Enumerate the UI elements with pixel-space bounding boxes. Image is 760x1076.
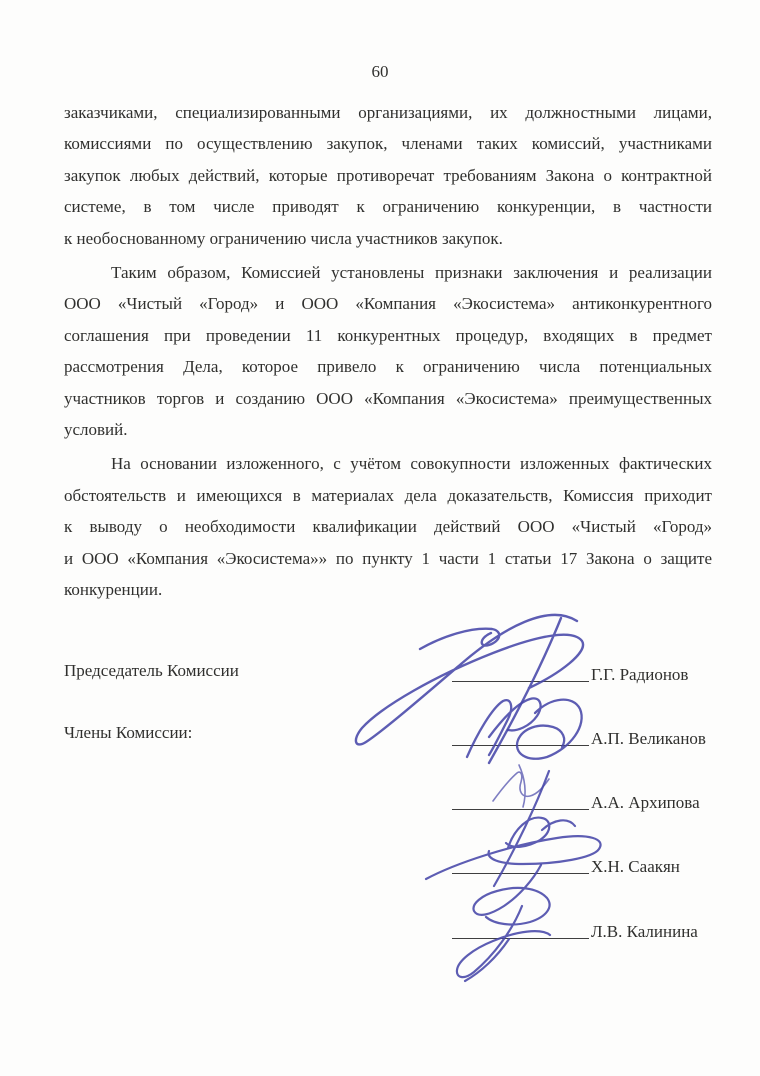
signature-line <box>452 745 589 746</box>
text-line: соглашения при проведении 11 конкурентных процедур, входящих в предмет <box>64 325 712 345</box>
text-line: условий. <box>64 420 128 440</box>
signatory-name: Л.В. Калинина <box>591 922 698 941</box>
signatory-name: Х.Н. Саакян <box>591 857 680 876</box>
text-line: и ООО «Компания «Экосистема»» по пункту 1 части 1 статьи 17 Закона о защите <box>64 548 712 568</box>
signature-row-arkhipova <box>452 791 700 813</box>
text-line: закупок любых действий, которые противоречат требованиям Закона о контрактной <box>64 165 712 185</box>
paragraph-2 <box>64 257 712 445</box>
chairman-label: Председатель Комиссии <box>64 661 239 680</box>
text-line: рассмотрения Дела, которое привело к ограничению числа потенциальных <box>64 357 712 377</box>
paragraph-3 <box>64 448 712 605</box>
text-line: ООО «Чистый «Город» и ООО «Компания «Экосистема» антиконкурентного <box>64 294 712 314</box>
text-line: конкуренции. <box>64 580 163 600</box>
text-line: комиссиями по осуществлению закупок, членами таких комиссий, участниками <box>64 134 712 154</box>
text-line: участников торгов и созданию ООО «Компания «Экосистема» преимущественных <box>64 388 712 408</box>
text-line: заказчиками, специализированными организациями, их должностными лицами, <box>64 103 712 122</box>
text-line: к выводу о необходимости квалификации действий ООО «Чистый «Город» <box>64 517 712 537</box>
signatory-name: Г.Г. Радионов <box>591 665 689 684</box>
signature-row-radionov <box>452 663 688 685</box>
page-number: 60 <box>371 62 389 81</box>
signature-row-saakyan <box>452 855 680 877</box>
signature-line <box>452 938 589 939</box>
text-line: системе, в том числе приводят к ограничению конкуренции, в частности <box>64 197 712 217</box>
signature-line <box>452 681 589 682</box>
text-line: обстоятельств и имеющихся в материалах дела доказательств, Комиссия приходит <box>64 485 712 505</box>
text-line: к необоснованному ограничению числа участников закупок. <box>64 228 503 248</box>
signatory-name: А.П. Великанов <box>591 729 706 748</box>
members-label: Члены Комиссии: <box>64 723 193 742</box>
body-text <box>64 97 712 609</box>
signatory-name: А.А. Архипова <box>591 793 700 812</box>
text-line: На основании изложенного, с учётом совокупности изложенных фактических <box>111 454 712 474</box>
signature-row-velikanov <box>452 727 706 749</box>
text-line: Таким образом, Комиссией установлены признаки заключения и реализации <box>111 263 712 283</box>
signature-line <box>452 809 589 810</box>
paragraph-1 <box>64 97 712 254</box>
signature-line <box>452 873 589 874</box>
signature-row-kalinina <box>452 920 698 942</box>
